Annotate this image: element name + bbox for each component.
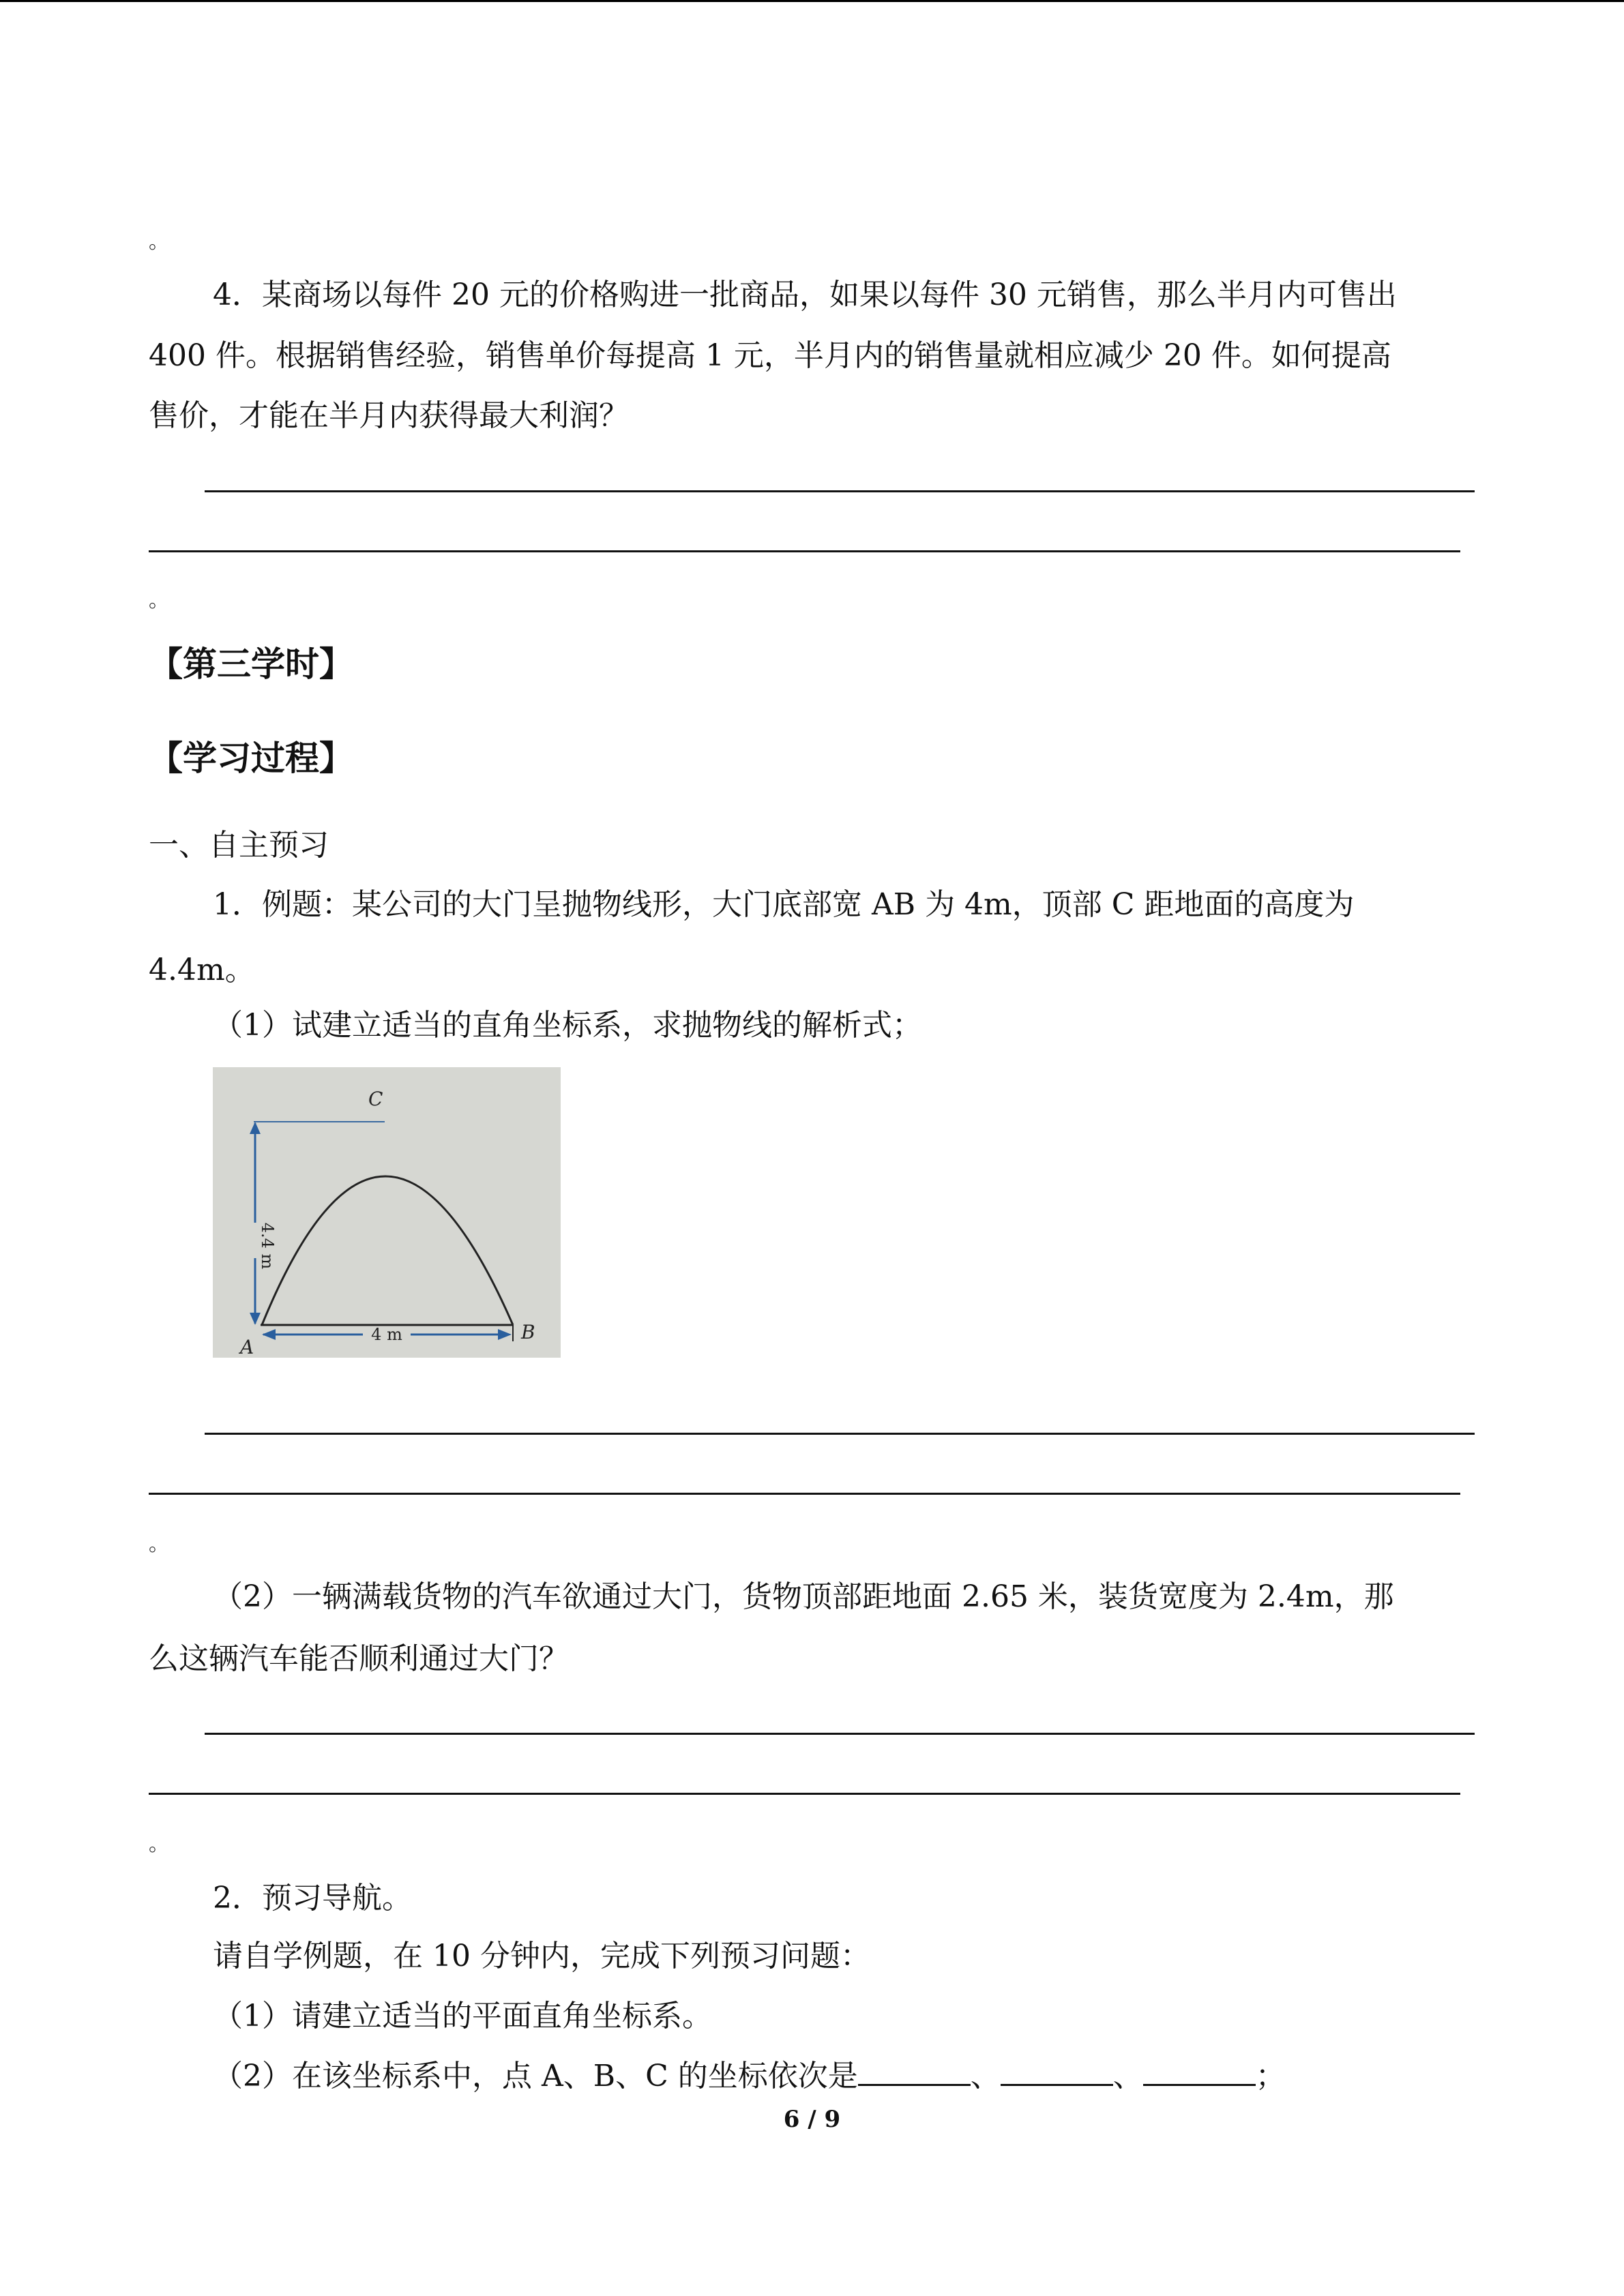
example-line-1: 1．例题：某公司的大门呈抛物线形，大门底部宽 AB 为 4m，顶部 C 距地面的高度为 (213, 887, 1355, 922)
period-mark: 。 (149, 1532, 169, 1556)
answer-line[interactable] (205, 490, 1475, 492)
label-a: A (240, 1336, 254, 1358)
answer-line[interactable] (149, 550, 1460, 552)
page-top-border (0, 0, 1624, 2)
page-number: 6 / 9 (783, 2106, 841, 2133)
label-height: 4.4 m (258, 1222, 277, 1270)
coordinate-b-blank[interactable] (1001, 2057, 1113, 2086)
coordinate-c-blank[interactable] (1143, 2057, 1256, 2086)
label-c: C (368, 1088, 383, 1110)
label-width: 4 m (371, 1325, 402, 1344)
preview-question-2 (213, 2056, 1286, 2097)
period-mark: 。 (149, 588, 169, 612)
question-4-line-3: 售价，才能在半月内获得最大利润？ (149, 398, 629, 433)
answer-line[interactable] (205, 1433, 1475, 1435)
example-subquestion-2-line-2: 么这辆汽车能否顺利通过大门？ (149, 1641, 569, 1676)
answer-line[interactable] (205, 1733, 1475, 1735)
question-4-line-1: 4．某商场以每件 20 元的价格购进一批商品，如果以每件 30 元销售，那么半月内可售出 (213, 278, 1397, 312)
example-line-2: 4.4m。 (149, 953, 255, 987)
separator: 、 (970, 2059, 1001, 2093)
separator: 、 (1112, 2059, 1143, 2093)
parabolic-gate-figure (213, 1067, 561, 1358)
preview-question-2-text: （2）在该坐标系中，点 A、B、C 的坐标依次是 (213, 2059, 858, 2093)
period-mark: 。 (149, 230, 169, 254)
label-b: B (521, 1321, 535, 1343)
part-1-heading: 一、自主预习 (149, 828, 329, 863)
period-mark: 。 (149, 1832, 169, 1856)
answer-line[interactable] (149, 1493, 1460, 1495)
preview-title: 2．预习导航。 (213, 1881, 412, 1915)
question-4-line-2: 400 件。根据销售经验，销售单价每提高 1 元，半月内的销售量就相应减少 20 件。如何提高 (149, 338, 1391, 373)
preview-question-1: （1）请建立适当的平面直角坐标系。 (213, 1999, 712, 2033)
punctuation: ； (1255, 2059, 1286, 2093)
example-subquestion-2-line-1: （2）一辆满载货物的汽车欲通过大门，货物顶部距地面 2.65 米，装货宽度为 2.4m，那 (213, 1579, 1394, 1614)
section-heading: 【第三学时】 (149, 644, 353, 684)
answer-line[interactable] (149, 1793, 1460, 1795)
preview-intro: 请自学例题，在 10 分钟内，完成下列预习问题： (213, 1939, 870, 1973)
process-heading: 【学习过程】 (149, 739, 353, 778)
example-subquestion-1: （1）试建立适当的直角坐标系，求抛物线的解析式； (213, 1008, 922, 1043)
coordinate-a-blank[interactable] (858, 2057, 971, 2086)
